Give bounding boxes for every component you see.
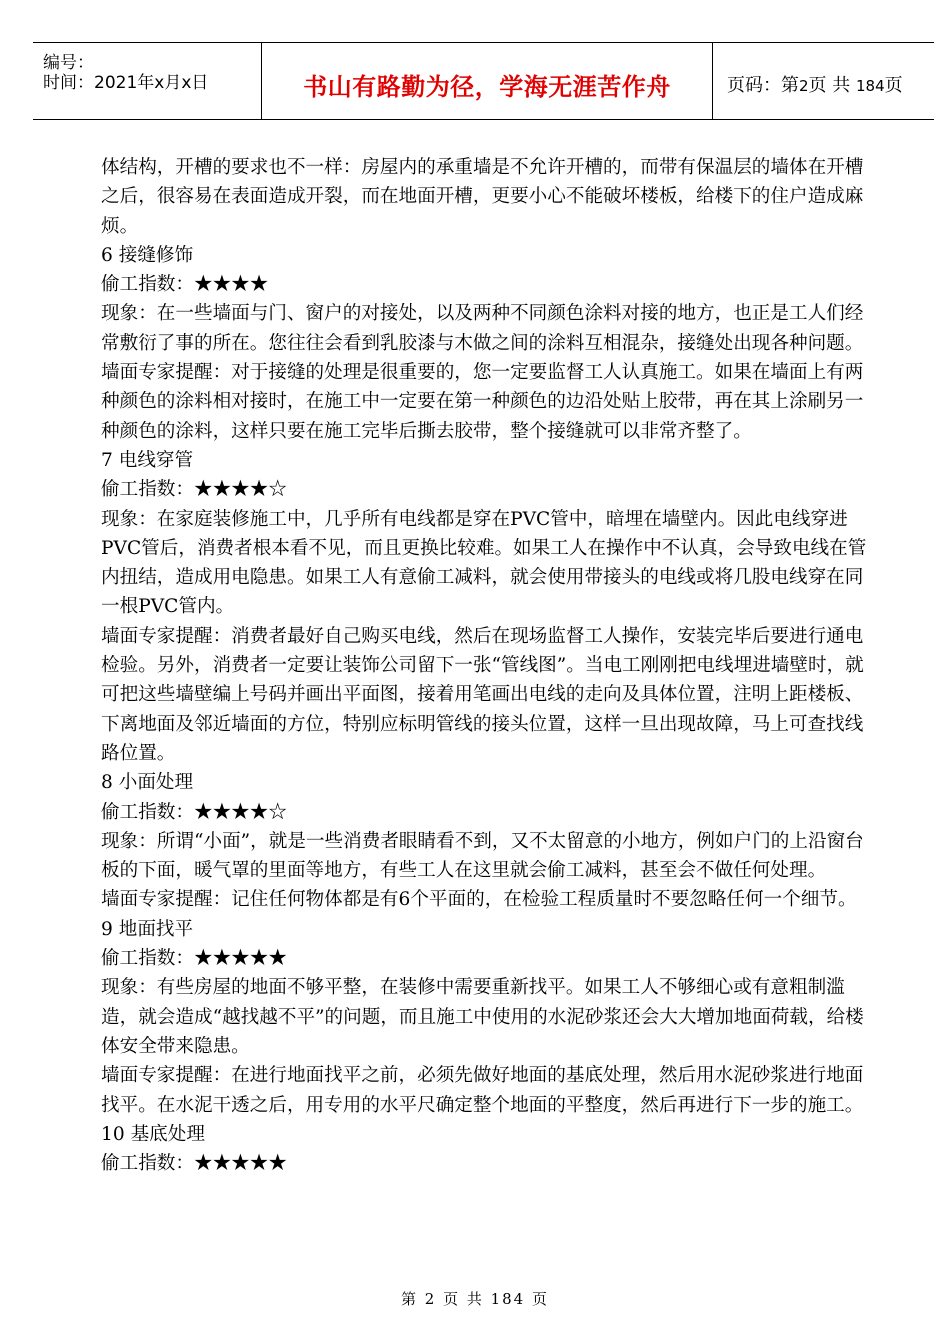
document-body xyxy=(101,153,869,1178)
header-page-indicator xyxy=(727,71,903,97)
rating-line: 偷工指数：★★★★★ xyxy=(101,948,287,970)
paragraph: 现象：在家庭装修施工中，几乎所有电线都是穿在PVC管中，暗埋在墙壁内。因此电线穿进PVC管后，消费者根本看不见，而且更换比较难。如果工人在操作中不认真，会导致电线在管内扭结，造成用电隐患。如果工人有意偷工减料，就会使用带接头的电线或将几股电线穿在同一根PVC管内。 xyxy=(101,508,867,618)
section-heading: 8 小面处理 xyxy=(101,772,194,794)
paragraph: 墙面专家提醒：在进行地面找平之前，必须先做好地面的基底处理，然后用水泥砂浆进行地面找平。在水泥干透之后，用专用的水平尺确定整个地面的平整度，然后再进行下一步的施工。 xyxy=(101,1065,864,1116)
section-heading: 6 接缝修饰 xyxy=(101,244,194,266)
section-heading: 7 电线穿管 xyxy=(101,449,194,471)
page-header xyxy=(33,42,934,120)
paragraph: 墙面专家提醒：记住任何物体都是有6个平面的，在检验工程质量时不要忽略任何一个细节。 xyxy=(101,889,857,911)
section-heading: 9 地面找平 xyxy=(101,918,194,940)
paragraph: 体结构，开槽的要求也不一样：房屋内的承重墙是不允许开槽的，而带有保温层的墙体在开槽之后，很容易在表面造成开裂，而在地面开槽，更要小心不能破坏楼板，给楼下的住户造成麻烦。 xyxy=(101,157,864,237)
paragraph: 现象：所谓“小面”，就是一些消费者眼睛看不到，又不太留意的小地方，例如户门的上沿窗台板的下面，暖气罩的里面等地方，有些工人在这里就会偷工减料，甚至会不做任何处理。 xyxy=(101,830,864,882)
page-total: 184 xyxy=(856,77,885,95)
document-time-label: 时间：2021年x月x日 xyxy=(43,73,209,93)
header-motto: 书山有路勤为径，学海无涯苦作舟 xyxy=(303,73,671,101)
page-current: 2 xyxy=(799,77,809,95)
page-prefix: 页码：第 xyxy=(727,75,799,96)
rating-line: 偷工指数：★★★★ xyxy=(101,274,269,296)
header-motto-cell xyxy=(262,43,713,119)
page-middle: 页 共 xyxy=(808,75,851,96)
page-footer: 第 2 页 共 184 页 xyxy=(400,1290,549,1308)
section-heading: 10 基底处理 xyxy=(101,1123,205,1145)
page-suffix: 页 xyxy=(884,75,903,96)
document-number-label: 编号： xyxy=(43,53,94,73)
rating-line: 偷工指数：★★★★☆ xyxy=(101,801,287,823)
paragraph: 墙面专家提醒：对于接缝的处理是很重要的，您一定要监督工人认真施工。如果在墙面上有两种颜色的涂料相对接时，在施工中一定要在第一种颜色的边沿处贴上胶带，再在其上涂刷另一种颜色的涂料，这样只要在施工完毕后撕去胶带，整个接缝就可以非常齐整了。 xyxy=(101,362,864,442)
rating-line: 偷工指数：★★★★☆ xyxy=(101,479,287,501)
paragraph: 现象：在一些墙面与门、窗户的对接处，以及两种不同颜色涂料对接的地方，也正是工人们经常敷衍了事的所在。您往往会看到乳胶漆与木做之间的涂料互相混杂，接缝处出现各种问题。 xyxy=(101,303,864,354)
paragraph: 现象：有些房屋的地面不够平整，在装修中需要重新找平。如果工人不够细心或有意粗制滥造，就会造成“越找越不平”的问题，而且施工中使用的水泥砂浆还会大大增加地面荷载，给楼体安全带来隐患。 xyxy=(101,977,864,1057)
header-meta xyxy=(33,43,262,119)
header-page-cell xyxy=(713,43,934,119)
rating-line: 偷工指数：★★★★★ xyxy=(101,1153,287,1175)
paragraph: 墙面专家提醒：消费者最好自己购买电线，然后在现场监督工人操作，安装完毕后要进行通电检验。另外，消费者一定要让装饰公司留下一张“管线图”。当电工刚刚把电线埋进墙壁时，就可把这些墙壁编上号码并画出平面图，接着用笔画出电线的走向及具体位置，注明上距楼板、下离地面及邻近墙面的方位，特别应标明管线的接头位置，这样一旦出现故障，马上可查找线路位置。 xyxy=(101,625,864,764)
